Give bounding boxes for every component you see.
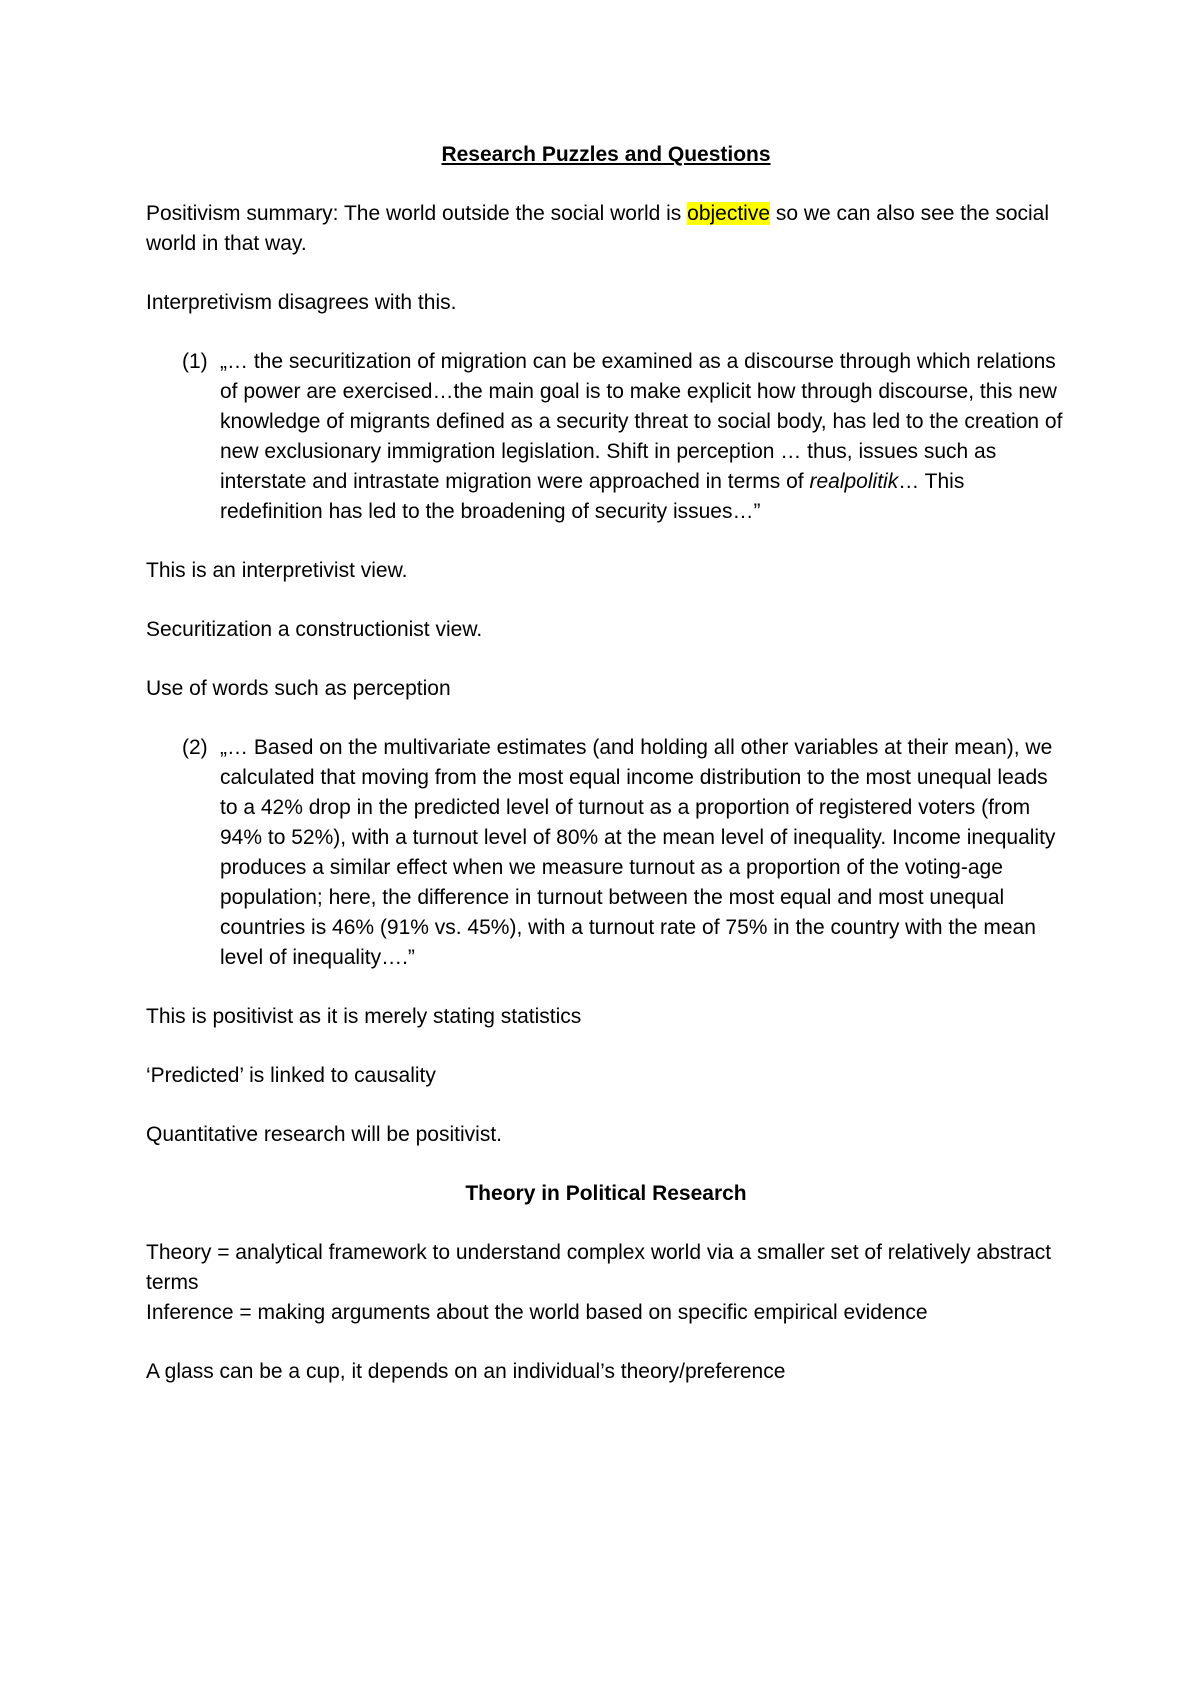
positivism-summary-rest: so we can also see the social world in that way.	[146, 202, 1050, 255]
inference-definition: Inference = making arguments about the world based on specific empirical evidence	[146, 1301, 928, 1324]
section-heading-theory: Theory in Political Research	[465, 1182, 747, 1205]
quote-1-text	[220, 347, 1066, 527]
note-securitization: Securitization a constructionist view.	[146, 618, 483, 641]
quote-1-text-start: „… the securitization of migration can be examined as a discourse through which relations of power are exercised…the main goal is to make explicit how through discourse, this new knowledge of migrants defined as a security threat to social body, has led to the creation of new exclusionary immigration legislation. Shift in perception … thus, issues such as interstate and intrastate migration were approached in terms of	[220, 350, 1063, 493]
quote-1	[146, 347, 1066, 527]
glass-example: A glass can be a cup, it depends on an individual’s theory/preference	[146, 1360, 786, 1383]
quote-2-text: „… Based on the multivariate estimates (and holding all other variables at their mean), we calculated that moving from the most equal income distribution to the most unequal leads to a 42% drop in the predicted level of turnout as a proportion of registered voters (from 94% to 52%), with a turnout level of 80% at the mean level of inequality. Income inequality produces a similar effect when we measure turnout as a proportion of the voting-age population; here, the difference in turnout between the most equal and most unequal countries is 46% (91% vs. 45%), with a turnout rate of 75% in the country with the mean level of inequality….”	[220, 736, 1056, 969]
note-predicted: ‘Predicted’ is linked to causality	[146, 1064, 436, 1087]
note-quantitative: Quantitative research will be positivist.	[146, 1123, 502, 1146]
interpretivism-note: Interpretivism disagrees with this.	[146, 291, 457, 314]
quote-1-text-end: … This redefinition has led to the broadening of security issues…”	[220, 470, 965, 523]
document-body	[146, 140, 1066, 1387]
highlighted-word: objective	[687, 202, 771, 225]
positivism-summary-text: Positivism summary: The world outside the social world is	[146, 202, 688, 225]
positivism-summary	[146, 199, 1066, 259]
document-title: Research Puzzles and Questions	[441, 143, 771, 166]
note-perception: Use of words such as perception	[146, 677, 451, 700]
theory-definition: Theory = analytical framework to understand complex world via a smaller set of relatively abstract terms	[146, 1241, 1052, 1294]
quote-2	[146, 733, 1066, 973]
quote-1-italic-term: realpolitik	[809, 470, 899, 493]
note-positivist: This is positivist as it is merely stating statistics	[146, 1005, 582, 1028]
note-interpretivist: This is an interpretivist view.	[146, 559, 408, 582]
quote-1-number: (1)	[182, 350, 208, 373]
quote-2-number: (2)	[182, 736, 208, 759]
